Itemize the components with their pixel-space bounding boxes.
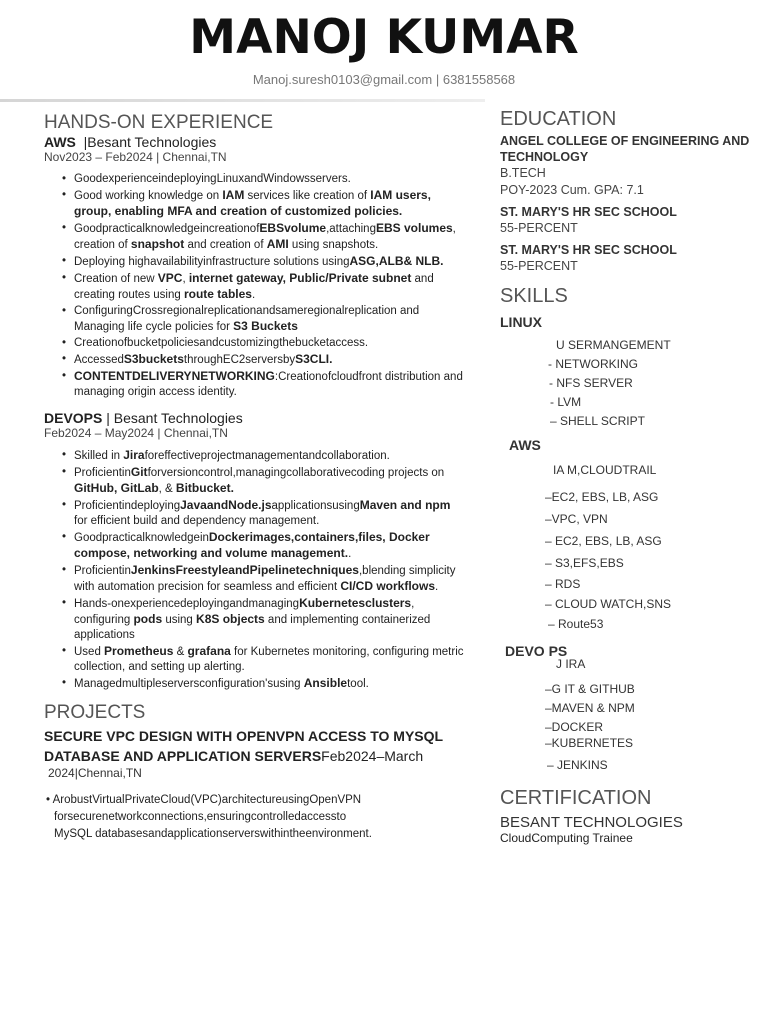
skill-item: –MAVEN & NPM	[545, 701, 635, 715]
bullet-emphasis: EBSvolume	[259, 221, 327, 235]
gpa: POY-2023 Cum. GPA: 7.1	[500, 183, 644, 197]
bullet-emphasis: CONTENTDELIVERYNETWORKING	[74, 369, 275, 383]
bullet-emphasis: EBS volumes	[375, 221, 453, 235]
skill-item: – RDS	[545, 577, 581, 591]
education-entry	[500, 133, 750, 199]
skill-category: LINUX	[500, 314, 542, 330]
bullet-text: and creation of	[184, 239, 267, 251]
skill-item: – JENKINS	[547, 758, 608, 772]
bullet-text: and implementing containerized applications	[74, 614, 431, 641]
bullet-text: Hands-onexperiencedeployingandmanaging	[74, 598, 300, 610]
job-devops	[44, 410, 464, 692]
skill-item: – CLOUD WATCH,SNS	[545, 597, 672, 611]
education-title: EDUCATION	[500, 108, 617, 130]
bullet-item	[62, 336, 464, 351]
bullet-item	[62, 188, 464, 220]
bullet-emphasis: VPC	[157, 271, 183, 285]
bullet-item	[62, 271, 464, 303]
project-title	[44, 726, 464, 766]
bullet-item	[62, 352, 464, 368]
cert-organization: BESANT TECHNOLOGIES	[500, 814, 683, 831]
bullet-item	[62, 563, 464, 595]
skill-item: – SHELL SCRIPT	[550, 414, 645, 428]
bullet-text: applicationsusing	[271, 500, 360, 512]
skill-group-aws	[500, 437, 750, 635]
certification-title: CERTIFICATION	[500, 787, 652, 809]
bullet-emphasis: grafana	[187, 644, 231, 658]
bullet-emphasis: snapshot	[130, 237, 185, 251]
bullet-emphasis: CI/CD workflows	[340, 579, 436, 593]
skill-item: – S3,EFS,EBS	[545, 556, 624, 570]
bullet-text: Goodexperienceindeploying​LinuxandWindowsservers.	[74, 173, 351, 185]
bullet-emphasis: IAM users, group, enabling MFA and creation of customized policies.	[74, 188, 431, 218]
bullet-text: for Kubernetes monitoring, configuring metric collection, and setting up alerting.	[74, 646, 464, 673]
job-role: DEVOPS	[44, 410, 103, 426]
job-role: AWS	[44, 134, 76, 150]
bullet-item	[62, 221, 464, 253]
bullet-item	[62, 596, 464, 643]
bullet-emphasis: S3buckets	[123, 352, 184, 366]
bullet-text: forversioncontrol,managingcollaborativecoding projects on	[147, 467, 445, 479]
education-entry	[500, 242, 750, 275]
contact-line: Manoj.suresh0103@gmail.com | 6381558568	[252, 72, 516, 87]
bullet-emphasis: GitHub, GitLab	[74, 481, 159, 495]
experience-title: HANDS-ON EXPERIENCE	[44, 112, 274, 133]
project-line: forsecurenetworkconnections,ensuringcontrolledaccessto	[54, 811, 347, 823]
skill-item: –DOCKER	[545, 720, 604, 734]
skill-item: –KUBERNETES	[545, 736, 634, 750]
job-bullets	[44, 172, 464, 400]
bullet-text: Creationofbucketpoliciesandcustomizingthebucketaccess.	[74, 337, 369, 349]
skill-category: DEVO PS	[505, 643, 568, 659]
bullet-text: Accessed	[74, 354, 124, 366]
bullet-emphasis: route tables	[183, 287, 252, 301]
bullet-text: &	[173, 646, 188, 658]
bullet-text: .	[348, 548, 352, 560]
bullet-emphasis: IAM	[222, 188, 245, 202]
skill-item: –EC2, EBS, LB, ASG	[545, 490, 659, 504]
bullet-item	[62, 530, 464, 562]
bullet-emphasis: Bitbucket.	[175, 481, 234, 495]
bullet-emphasis: JenkinsFreestyleandPipelinetechniques	[130, 563, 359, 577]
bullet-text: Skilled in	[74, 450, 124, 462]
bullet-emphasis: Prometheus	[104, 644, 174, 658]
skill-item: U SERMANGEMENT	[556, 338, 671, 352]
bullet-item	[62, 172, 464, 187]
job-dates: Nov2023 – Feb2024 | Chennai,TN	[44, 150, 227, 164]
bullet-emphasis: AMI	[266, 237, 289, 251]
bullet-text: ,	[182, 273, 189, 285]
school-name: ANGEL COLLEGE OF ENGINEERING AND TECHNOLOGY	[500, 134, 750, 164]
degree: B.TECH	[500, 166, 546, 180]
project-description	[44, 792, 464, 843]
bullet-item	[62, 448, 464, 464]
percent: 55-PERCENT	[500, 221, 578, 235]
bullet-text: Used	[74, 646, 105, 658]
skill-item: –VPC, VPN	[545, 512, 608, 526]
bullet-text: tool.	[347, 678, 369, 690]
bullet-emphasis: S3CLI.	[295, 352, 333, 366]
bullet-emphasis: Kubernetesclusters	[299, 596, 412, 610]
job-dates: Feb2024 – May2024 | Chennai,TN	[44, 426, 228, 440]
bullet-emphasis: Jira	[123, 448, 145, 462]
bullet-text: Proficientin	[74, 467, 131, 479]
bullet-emphasis: S3 Buckets	[233, 319, 298, 333]
school-name: ST. MARY'S HR SEC SCHOOL	[500, 205, 677, 219]
job-header	[44, 134, 464, 150]
name-heading: MANOJ KUMAR	[189, 10, 579, 65]
bullet-emphasis: Maven and npm	[359, 498, 451, 512]
bullet-item	[62, 369, 464, 400]
bullet-item	[62, 676, 464, 692]
bullet-emphasis: internet gateway, Public/Private subnet	[188, 271, 412, 285]
bullet-text: using snapshots.	[288, 239, 379, 251]
bullet-text: .	[435, 581, 439, 593]
skill-item: – Route53	[548, 617, 604, 631]
bullet-emphasis: Dockerimages,containers,files, Docker compose, networking and volume management.	[74, 530, 430, 560]
bullet-text: Proficientindeploying	[74, 500, 181, 512]
skill-item: –G IT & GITHUB	[545, 682, 635, 696]
bullet-emphasis: JavaandNode.js	[180, 498, 272, 512]
bullet-emphasis: Git	[130, 465, 148, 479]
skill-item: – EC2, EBS, LB, ASG	[545, 534, 662, 548]
bullet-text: ,blending simplicity with automation precision for seamless and efficient	[74, 565, 456, 593]
bullet-emphasis: ASG,ALB& NLB.	[349, 254, 444, 268]
skill-item: - LVM	[550, 395, 582, 409]
bullet-text: ,attaching	[326, 223, 376, 235]
bullet-item	[62, 304, 464, 335]
bullet-text: Proficientin	[74, 565, 131, 577]
bullet-text: services like creation of	[244, 190, 371, 202]
education-entry	[500, 204, 750, 237]
job-company: |Besant Technologies	[83, 134, 217, 150]
skill-item: J IRA	[556, 657, 586, 671]
project-name: SECURE VPC DESIGN WITH OPENVPN ACCESS TO MYSQL DATABASE AND APPLICATION SERVERS	[44, 728, 443, 764]
project-date-start: Feb2024–March	[321, 748, 424, 764]
bullet-emphasis: pods	[133, 612, 163, 626]
bullet-text: foreffectiveprojectmanagementandcollaboration.	[144, 450, 390, 462]
bullet-emphasis: Ansible	[303, 676, 348, 690]
project-line: MySQL databasesandapplicationserverswithintheenvironment.	[54, 828, 372, 840]
project-line: • ArobustVirtualPrivateCloud(VPC)architectureusingOpenVPN	[46, 794, 362, 806]
bullet-item	[62, 644, 464, 675]
bullet-text: Good working knowledge on	[74, 190, 223, 202]
bullet-text: Managedmultipleserversconfiguration'susing	[74, 678, 304, 690]
left-column	[44, 112, 464, 843]
bullet-item	[62, 498, 464, 529]
job-aws	[44, 134, 464, 400]
skill-item: - NETWORKING	[548, 357, 638, 371]
bullet-text: ConfiguringCrossregionalreplicationandsameregionalreplication and Managing life cycle policies for	[74, 305, 420, 333]
skill-group-devops	[500, 643, 750, 775]
bullet-text: , creation of	[74, 223, 456, 251]
projects-title: PROJECTS	[44, 702, 146, 723]
bullet-text: :Creationofcloudfront distribution and managing origin access identity.	[74, 371, 463, 398]
bullet-text: , configuring	[74, 598, 415, 626]
bullet-item	[62, 465, 464, 497]
bullet-text: using	[162, 614, 197, 626]
bullet-item	[62, 254, 464, 270]
school-name: ST. MARY'S HR SEC SCHOOL	[500, 243, 677, 257]
project-date-end: 2024|Chennai,TN	[48, 766, 142, 780]
bullet-text: Deploying highavailabilityinfrastructure solutions using	[74, 256, 350, 268]
bullet-text: Creation of new	[74, 273, 158, 285]
skills-title: SKILLS	[500, 285, 568, 307]
job-bullets	[44, 448, 464, 692]
bullet-emphasis: K8S objects	[196, 612, 265, 626]
bullet-text: Goodpracticalknowledgein	[74, 532, 209, 544]
bullet-text: , &	[158, 483, 176, 495]
job-company: | Besant Technologies	[102, 410, 243, 426]
job-header	[44, 410, 464, 426]
header-divider	[0, 99, 485, 102]
bullet-text: .	[251, 289, 256, 301]
right-column	[500, 108, 750, 845]
skill-item: IA M,CLOUDTRAIL	[553, 463, 657, 477]
cert-name: CloudComputing Trainee	[500, 831, 633, 845]
bullet-text: for efficient build and dependency management.	[74, 515, 320, 527]
bullet-text: and creating routes using	[74, 273, 434, 301]
skill-category: AWS	[509, 437, 541, 453]
bullet-text: throughEC2serversby	[183, 354, 296, 366]
skill-group-linux	[500, 314, 750, 431]
bullet-text: Goodpracticalknowledgeincreationof	[74, 223, 260, 235]
skill-item: - NFS SERVER	[549, 376, 633, 390]
percent: 55-PERCENT	[500, 259, 578, 273]
